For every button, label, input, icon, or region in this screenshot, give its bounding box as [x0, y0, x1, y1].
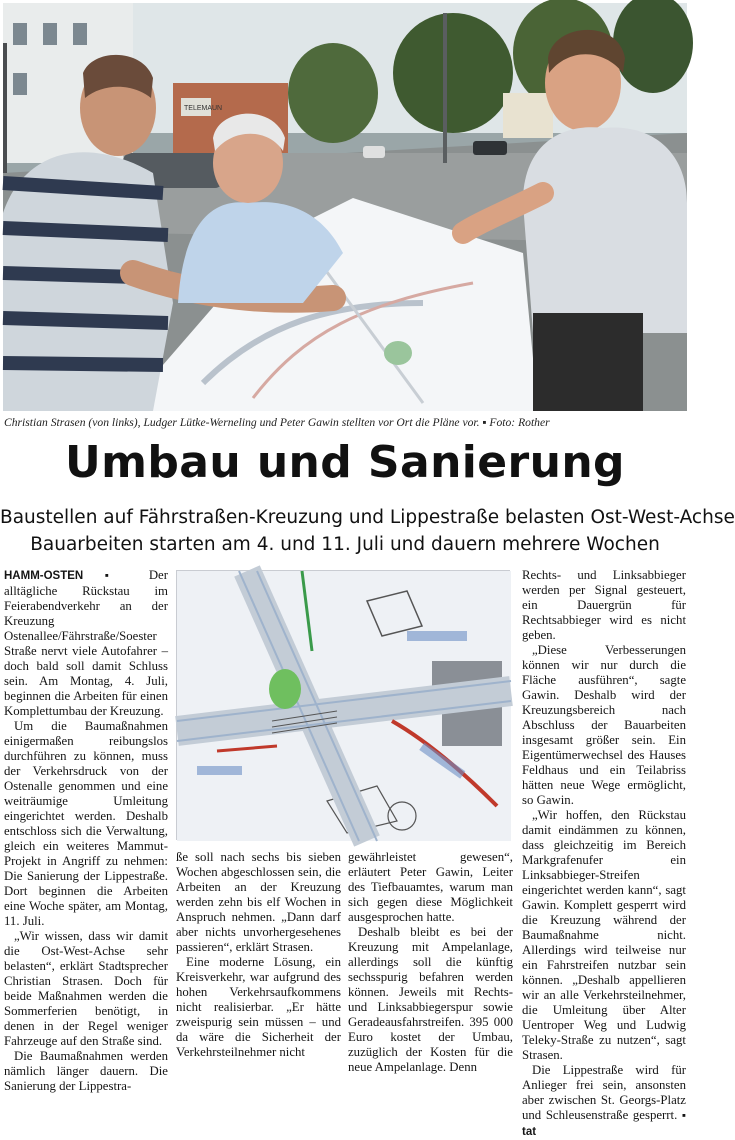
article-paragraph: Um die Baumaßnahmen einigermaßen reibungslos durchführen zu können, muss der Verkehrsdruck von der Ostenalle genommen und eine weiträumige Umleitung eingerichtet werden. Deshalb entschloss sich die Verwaltung, gleich ein weiteres Mammut-Projekt in Angriff zu nehmen: Die Sanierung der Lippestraße. Dort beginnen die Arbeiten eine Woche später, am Montag, 11. Juli. [4, 719, 168, 928]
paragraph-text: Der alltägliche Rückstau im Feierabendverkehr an der Kreuzung Ostenallee/Fährstraße/Soester Straße nervt viele Autofahrer – doch bald soll damit Schluss sein. Am Montag, 4. Juli, beginnen die Arbeiten für einen Komplettumbau der Kreuzung. [4, 568, 168, 718]
photo-caption: Christian Strasen (von links), Ludger Lütke-Werneling und Peter Gawin stellten vor Ort die Pläne vor. ▪ Foto: Rother [4, 416, 550, 429]
article-column-2 [176, 850, 341, 1060]
article-paragraph: Rechts- und Linksabbieger werden per Signal gesteuert, ein Dauergrün für Rechtsabbieger wird es nicht geben. [522, 568, 686, 642]
paragraph-text: Die Lippestraße wird für Anlieger frei sein, ansonsten aber zwischen St. Georgs-Platz und Schleusenstraße gesperrt. [522, 1063, 686, 1122]
article-paragraph: „Diese Verbesserungen können wir nur durch die Fläche ausführen“, sagte Gawin. Deshalb wird der Kreuzungsbereich nach Abschluss der Bauarbeiten insgesamt größer sein. Ein Eigentümerwechsel des Hauses Feldhaus und ein Teilabriss hätten neue Wege ermöglicht, so Gawin. [522, 643, 686, 807]
dateline: HAMM-OSTEN ▪ [4, 570, 128, 582]
headline: Umbau und Sanierung [65, 437, 625, 488]
article-paragraph [522, 1063, 686, 1140]
article-paragraph: „Wir hoffen, den Rückstau damit eindämmen zu können, dass gleichzeitig im Bereich Markgrafenufer ein Linksabbieger-Streifen eingerichtet werden kann“, sagt Gawin. Komplett gesperrt wird die Kreuzung während der Baumaßnahme nicht. Allerdings wird teilweise nur ein Fahrstreifen nutzbar sein können. „Deshalb appellieren wir an alle Verkehrsteilnehmer, die Umleitung über Alter Uentroper Weg und Ludwig Teleky-Straße zu nutzen“, sagt Strasen. [522, 808, 686, 1062]
article-column-3 [348, 850, 513, 1074]
subheadline-1: Baustellen auf Fährstraßen-Kreuzung und Lippestraße belasten Ost-West-Achse [0, 507, 735, 528]
article-paragraph: Die Baumaßnahmen werden nämlich länger dauern. Die Sanierung der Lippestra- [4, 1049, 168, 1093]
subheadline-2: Bauarbeiten starten am 4. und 11. Juli und dauern mehrere Wochen [30, 534, 660, 555]
news-photo [3, 3, 687, 411]
article-paragraph: Deshalb bleibt es bei der Kreuzung mit Ampelanlage, allerdings soll die künftig sechsspurig befahren werden können. Jeweils mit Rechts- und Linksabbiegerspur sowie Geradeausfahrstreifen. 395 000 Euro kostet der Umbau, zuzüglich der Kosten für die neue Ampelanlage. Denn [348, 925, 513, 1074]
article-paragraph: ße soll nach sechs bis sieben Wochen abgeschlossen sein, die Arbeiten an der Kreuzung werden zehn bis elf Wochen in Anspruch nehmen. „Dann darf aber nichts unvorhergesehenes passieren“, erklärt Strasen. [176, 850, 341, 954]
author-mark: ▪ tat [522, 1110, 686, 1138]
article-paragraph: „Wir wissen, dass wir damit die Ost-West-Achse sehr belasten“, erklärt Stadtsprecher Christian Strasen. Doch für beide Maßnahmen werden die Sommerferien benötigt, in denen in der Regel weniger Fahrzeuge auf den Straße sind. [4, 929, 168, 1048]
article-paragraph: Eine moderne Lösung, ein Kreisverkehr, war aufgrund des hohen Verkehrsaufkommens nicht realisierbar. „Er hätte zweispurig sein müssen – und da wäre die Sicherheit der Verkehrsteilnehmer nicht [176, 955, 341, 1059]
article-column-4 [522, 568, 686, 1138]
article-column-1 [4, 568, 168, 1093]
article-paragraph [4, 568, 168, 719]
article-paragraph: gewährleistet gewesen“, erläutert Peter Gawin, Leiter des Tiefbauamtes, warum man sich gegen diese Möglichkeit ausgesprochen hatte. [348, 850, 513, 924]
site-plan-graphic [176, 570, 510, 840]
shop-sign: TELEMAUN [184, 105, 223, 112]
